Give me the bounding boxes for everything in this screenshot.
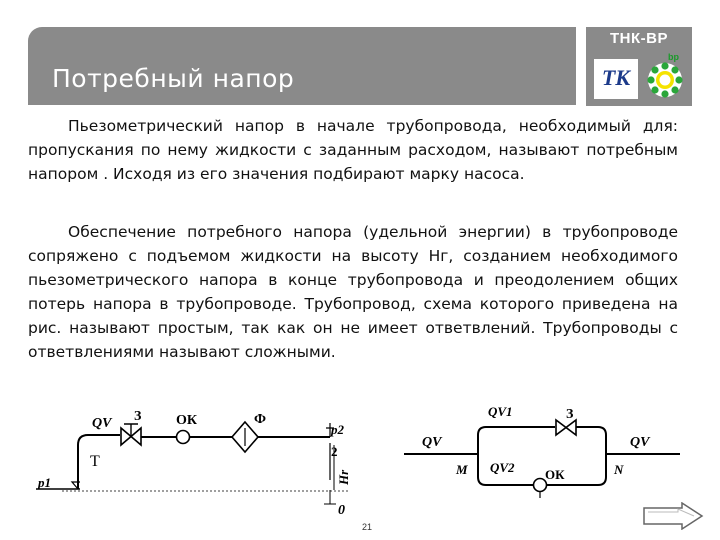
flow-q2-label: QV2 [490, 460, 515, 475]
right-check-valve-label: ОК [545, 467, 565, 482]
page-number: 21 [362, 522, 373, 532]
filter-label: Ф [254, 412, 267, 427]
next-slide-arrow-icon[interactable] [642, 502, 704, 530]
pipeline-diagrams [0, 390, 720, 520]
paragraph-required-head [28, 114, 678, 186]
node-m-label: M [456, 462, 468, 477]
node-n-label: N [614, 462, 624, 477]
flow-q1-label: QV1 [488, 404, 513, 419]
branched-pipeline-diagram [404, 420, 680, 498]
left-diagram-labels [37, 409, 351, 518]
origin-label: 0 [338, 503, 345, 518]
logo-text: ТНК-ВР [610, 30, 668, 47]
right-diagram-labels [422, 404, 651, 482]
tnk-logo-letters: ТК [601, 65, 631, 90]
point-2-label: 2 [331, 444, 338, 459]
paragraph-pipeline-description [28, 220, 678, 364]
page-title: Потребный напор [52, 64, 295, 93]
check-valve-label: ОК [176, 413, 198, 428]
tnk-bp-logo [586, 27, 692, 106]
pressure-p2-label: p2 [331, 422, 344, 437]
paragraph-text: Пьезометрический напор в начале трубопровода, необходимый для: пропускания по нему жидкости с заданным расходом, называют потребным напором . Исходя из его значения подбирают марку насоса. [28, 117, 678, 183]
flow-in-label: QV [422, 435, 442, 450]
height-label: Hr [336, 469, 351, 485]
bp-logo-letters: bp [668, 52, 679, 62]
bp-helios-icon [646, 61, 684, 99]
flow-label: QV [92, 416, 112, 431]
tnk-logo-mark [594, 59, 638, 99]
valve-label: З [134, 409, 142, 424]
simple-pipeline-diagram [36, 422, 350, 504]
paragraph-text: Обеспечение потребного напора (удельной энергии) в трубопроводе сопряжено с подъемом жидкости на высоту Нг, созданием необходимого пьезометрического напора в конце трубопровода и преодолением общих потерь напора в трубопроводе. Трубопровод, схема которого приведена на рис. называют простым, так как он не имеет ответвлений. Трубопроводы с ответвлениями называют сложными. [28, 223, 678, 361]
pressure-p1-label: p1 [38, 475, 51, 490]
tank-label: Т [90, 453, 100, 470]
flow-out-label: QV [630, 435, 650, 450]
right-valve-label: З [566, 407, 574, 422]
